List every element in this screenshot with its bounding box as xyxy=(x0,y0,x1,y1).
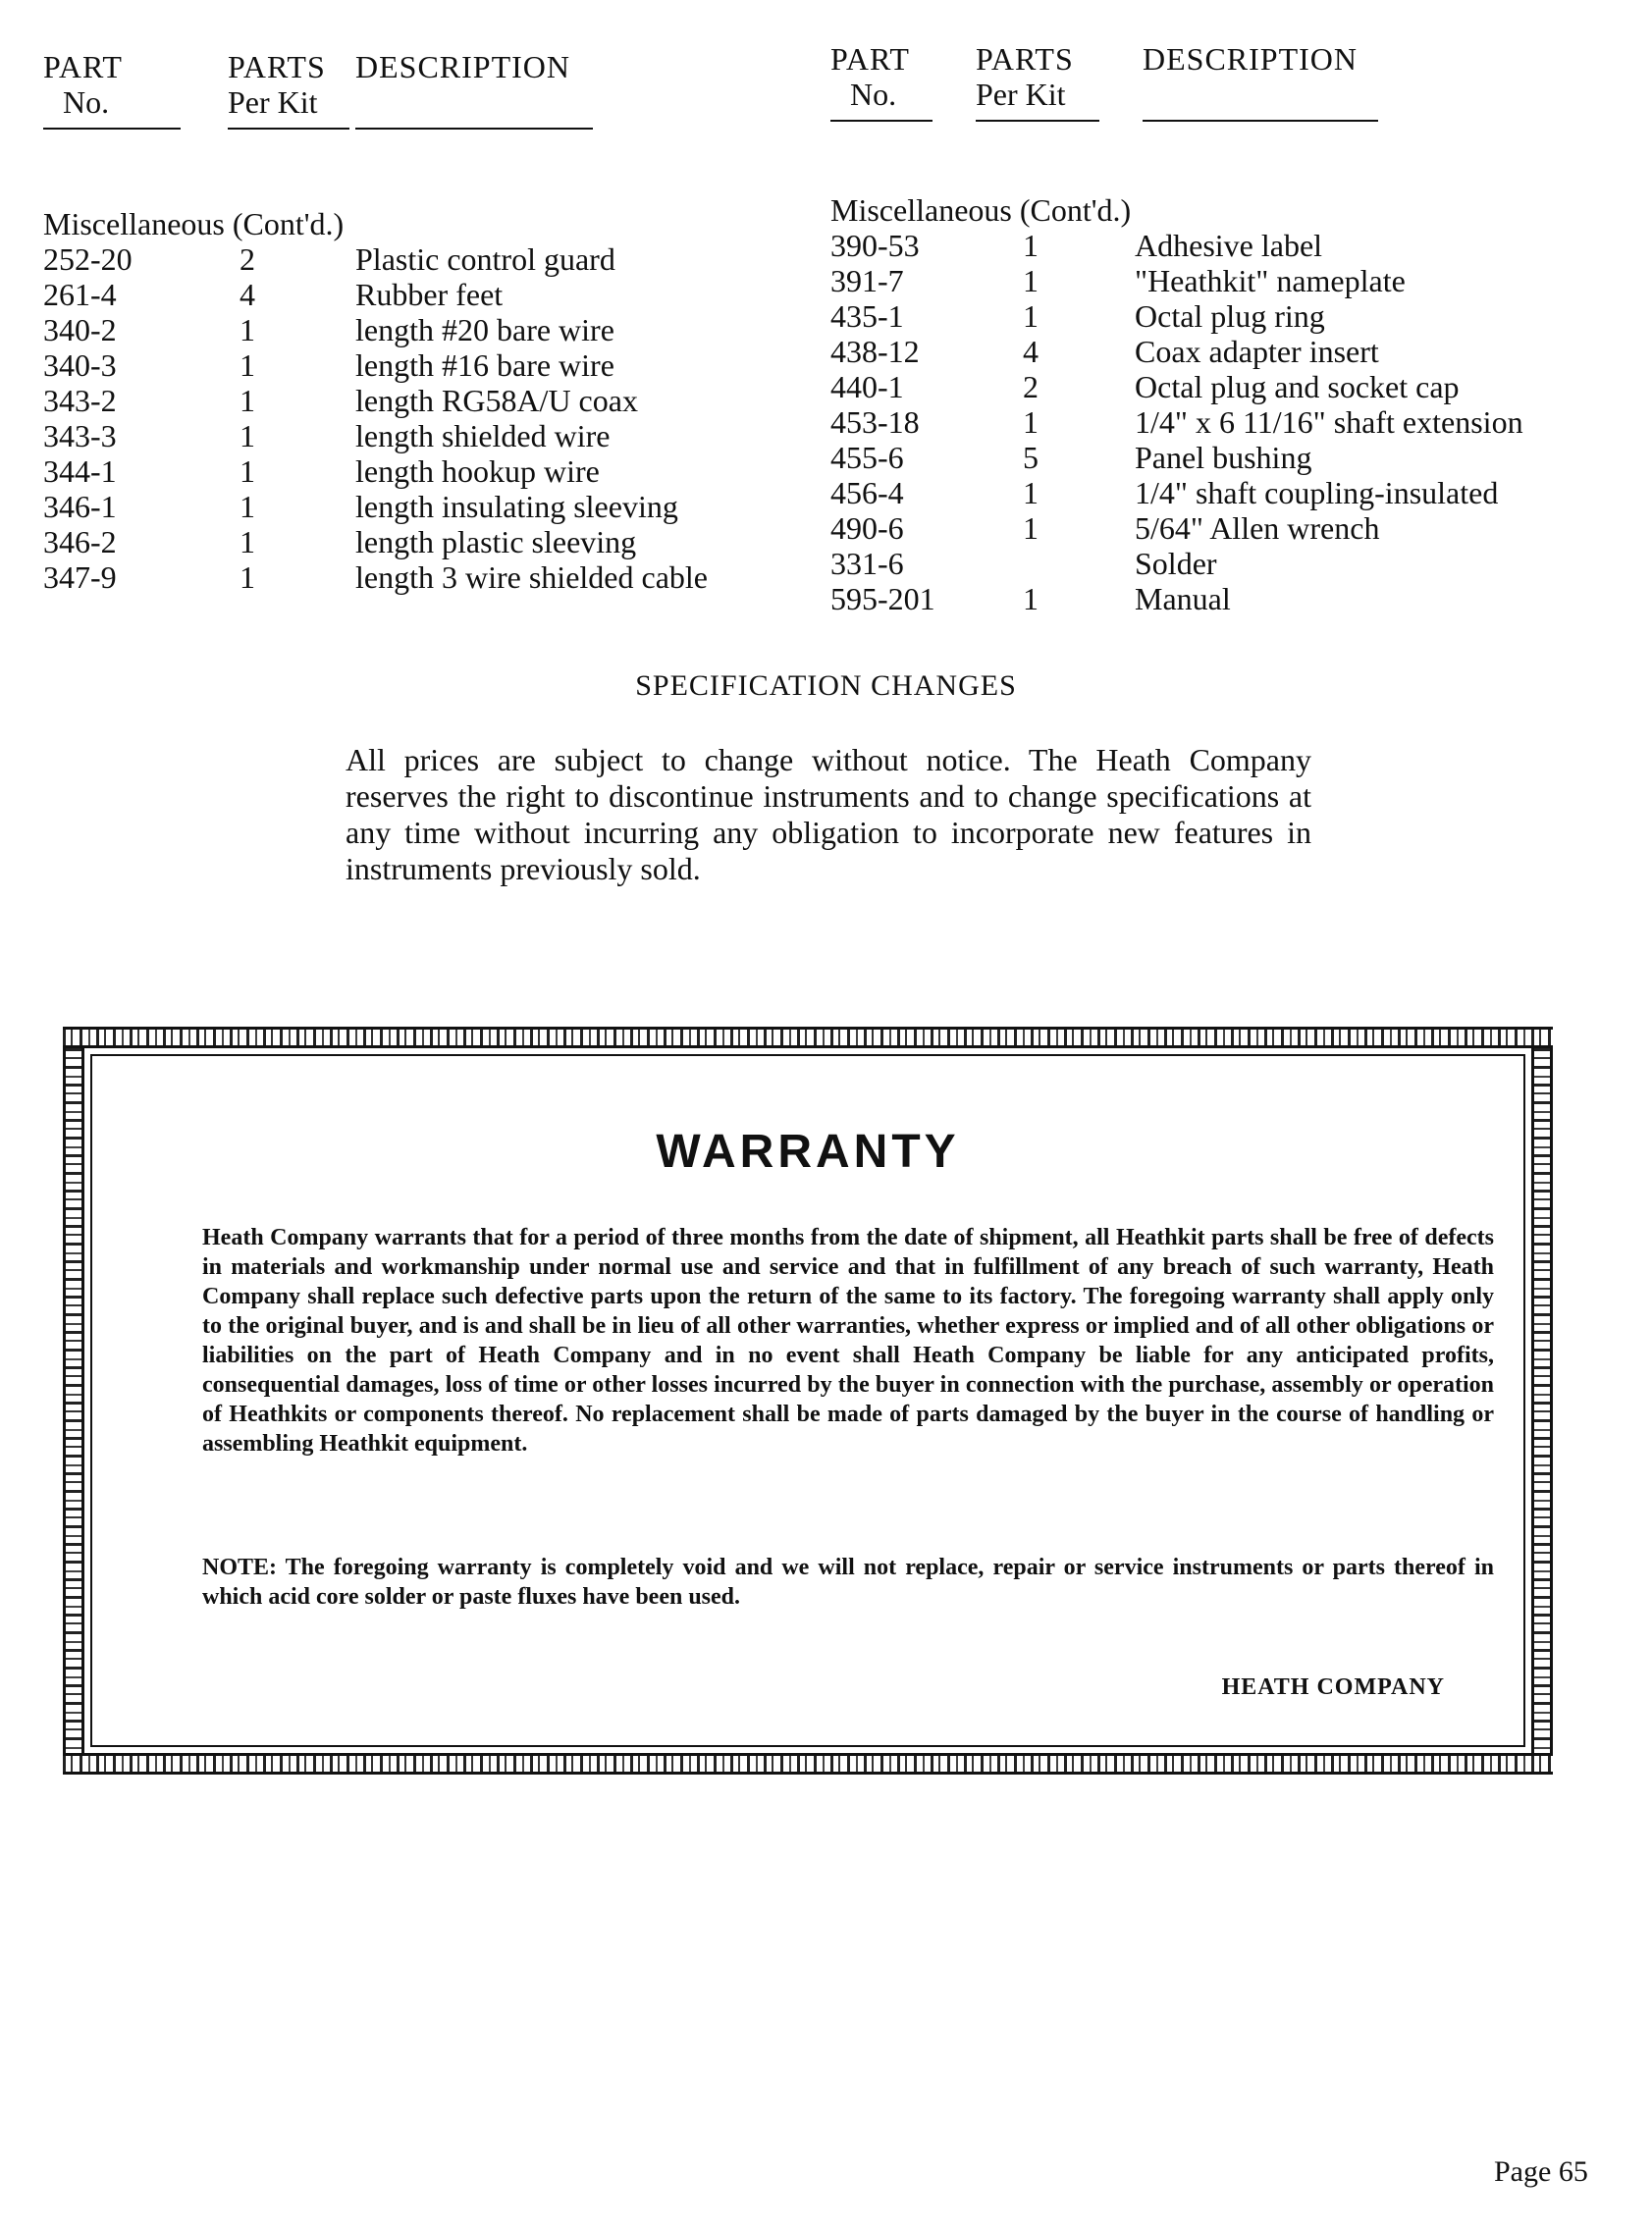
part-description: length insulating sleeving xyxy=(355,489,678,524)
part-description: Manual xyxy=(1135,581,1231,616)
part-number: 490-6 xyxy=(830,510,904,546)
parts-table-header xyxy=(43,49,809,139)
part-description: length #16 bare wire xyxy=(355,347,614,383)
part-number: 347-9 xyxy=(43,559,117,595)
parts-row xyxy=(830,475,1635,510)
decorative-border-bottom xyxy=(63,1753,1553,1775)
part-number: 595-201 xyxy=(830,581,935,616)
part-description: "Heathkit" nameplate xyxy=(1135,263,1406,298)
header-underline xyxy=(355,128,593,130)
section-title: Miscellaneous (Cont'd.) xyxy=(830,192,1132,228)
part-number: 346-1 xyxy=(43,489,117,524)
parts-per-kit: 4 xyxy=(1023,334,1039,369)
part-number: 343-3 xyxy=(43,418,117,453)
parts-row xyxy=(830,546,1635,581)
part-number: 346-2 xyxy=(43,524,117,559)
part-number: 391-7 xyxy=(830,263,904,298)
part-description: Plastic control guard xyxy=(355,241,615,277)
parts-per-kit: 1 xyxy=(1023,475,1039,510)
part-description: Adhesive label xyxy=(1135,228,1323,263)
part-description: Octal plug and socket cap xyxy=(1135,369,1460,404)
part-number: 331-6 xyxy=(830,546,904,581)
parts-per-kit: 1 xyxy=(240,312,255,347)
part-number: 440-1 xyxy=(830,369,904,404)
part-number: 453-18 xyxy=(830,404,920,440)
parts-per-kit: 1 xyxy=(1023,510,1039,546)
part-number: 438-12 xyxy=(830,334,920,369)
warranty-signature: HEATH COMPANY xyxy=(1221,1674,1445,1700)
parts-per-kit: 1 xyxy=(240,383,255,418)
parts-per-kit: 2 xyxy=(1023,369,1039,404)
part-number: 252-20 xyxy=(43,241,133,277)
header-underline xyxy=(43,128,181,130)
parts-row xyxy=(43,418,809,453)
part-description: length RG58A/U coax xyxy=(355,383,638,418)
part-number: 390-53 xyxy=(830,228,920,263)
parts-row xyxy=(830,369,1635,404)
part-description: Coax adapter insert xyxy=(1135,334,1379,369)
part-description: Panel bushing xyxy=(1135,440,1312,475)
parts-per-kit: 1 xyxy=(1023,404,1039,440)
part-number: 456-4 xyxy=(830,475,904,510)
parts-row xyxy=(43,559,809,595)
header-underline xyxy=(830,120,933,122)
part-description: length #20 bare wire xyxy=(355,312,614,347)
part-description: Octal plug ring xyxy=(1135,298,1325,334)
warranty-title: WARRANTY xyxy=(656,1126,960,1178)
parts-row xyxy=(830,510,1635,546)
warranty-paragraph: Heath Company warrants that for a period of three months from the date of shipment, all Heathkit parts shall be free of defects in materials and workmanship under normal use and service and that in fulfillment of any breach of such warranty, Heath Company shall replace such defective parts upon the return of the same to its factory. The foregoing warranty shall apply only to the original buyer, and is and shall be in lieu of all other warranties, whether express or implied and of all other obligations or liabilities on the part of Heath Company and in no event shall Heath Company be liable for any anticipated profits, consequential damages, loss of time or other losses incurred by the buyer in connection with the purchase, assembly or operation of Heathkits or components thereof. No replacement shall be made of parts damaged by the buyer in the course of handling or assembling Heathkit equipment. xyxy=(202,1225,1494,1457)
parts-row xyxy=(43,489,809,524)
header-per-kit: Per Kit xyxy=(228,84,318,120)
header-part: PART xyxy=(43,49,123,84)
section-title: Miscellaneous (Cont'd.) xyxy=(43,206,345,241)
part-description: length shielded wire xyxy=(355,418,611,453)
parts-per-kit: 1 xyxy=(240,453,255,489)
parts-row xyxy=(43,312,809,347)
part-number: 340-3 xyxy=(43,347,117,383)
part-description: 1/4" x 6 11/16" shaft extension xyxy=(1135,404,1523,440)
part-number: 344-1 xyxy=(43,453,117,489)
header-no: No. xyxy=(63,84,110,120)
parts-row xyxy=(830,440,1635,475)
part-number: 261-4 xyxy=(43,277,117,312)
spec-changes-title: SPECIFICATION CHANGES xyxy=(635,669,1017,702)
header-underline xyxy=(228,128,349,130)
parts-table-header xyxy=(830,41,1635,132)
header-description: DESCRIPTION xyxy=(355,49,571,84)
parts-row xyxy=(43,524,809,559)
warranty-box xyxy=(63,1027,1553,1775)
header-parts: PARTS xyxy=(976,41,1074,77)
part-number: 435-1 xyxy=(830,298,904,334)
parts-per-kit: 2 xyxy=(240,241,255,277)
parts-row xyxy=(43,383,809,418)
parts-row xyxy=(830,228,1635,263)
header-description: DESCRIPTION xyxy=(1143,41,1359,77)
parts-row xyxy=(43,347,809,383)
parts-per-kit: 1 xyxy=(240,524,255,559)
header-no: No. xyxy=(850,77,897,112)
parts-row xyxy=(830,581,1635,616)
parts-per-kit: 1 xyxy=(1023,263,1039,298)
part-description: Rubber feet xyxy=(355,277,504,312)
parts-per-kit: 1 xyxy=(240,489,255,524)
header-per-kit: Per Kit xyxy=(976,77,1066,112)
parts-row xyxy=(43,453,809,489)
parts-per-kit: 1 xyxy=(1023,228,1039,263)
part-description: length plastic sleeving xyxy=(355,524,637,559)
parts-list-left xyxy=(43,49,809,595)
part-number: 343-2 xyxy=(43,383,117,418)
parts-row xyxy=(830,334,1635,369)
header-parts: PARTS xyxy=(228,49,326,84)
header-part: PART xyxy=(830,41,910,77)
parts-row xyxy=(830,404,1635,440)
parts-per-kit: 1 xyxy=(240,418,255,453)
parts-row xyxy=(43,241,809,277)
part-description: length 3 wire shielded cable xyxy=(355,559,708,595)
header-underline xyxy=(1143,120,1378,122)
parts-per-kit: 4 xyxy=(240,277,255,312)
part-description: length hookup wire xyxy=(355,453,600,489)
part-description: 1/4" shaft coupling-insulated xyxy=(1135,475,1499,510)
part-number: 340-2 xyxy=(43,312,117,347)
parts-per-kit: 5 xyxy=(1023,440,1039,475)
parts-row xyxy=(43,277,809,312)
part-description: Solder xyxy=(1135,546,1217,581)
parts-per-kit: 1 xyxy=(240,559,255,595)
parts-per-kit: 1 xyxy=(1023,581,1039,616)
parts-list-right xyxy=(830,41,1635,616)
parts-per-kit: 1 xyxy=(240,347,255,383)
decorative-border-top xyxy=(63,1027,1553,1048)
parts-row xyxy=(830,298,1635,334)
part-description: 5/64" Allen wrench xyxy=(1135,510,1380,546)
warranty-note: NOTE: The foregoing warranty is completely void and we will not replace, repair or service instruments or parts thereof in which acid core solder or paste fluxes have been used. xyxy=(202,1555,1494,1610)
part-number: 455-6 xyxy=(830,440,904,475)
parts-row xyxy=(830,263,1635,298)
parts-per-kit: 1 xyxy=(1023,298,1039,334)
page-number: Page 65 xyxy=(1494,2155,1588,2188)
spec-changes-body: All prices are subject to change without notice. The Heath Company reserves the right to discontinue instruments and to change specifications at any time without incurring any obligation to incorporate new features in instruments previously sold. xyxy=(346,742,1311,886)
header-underline xyxy=(976,120,1099,122)
